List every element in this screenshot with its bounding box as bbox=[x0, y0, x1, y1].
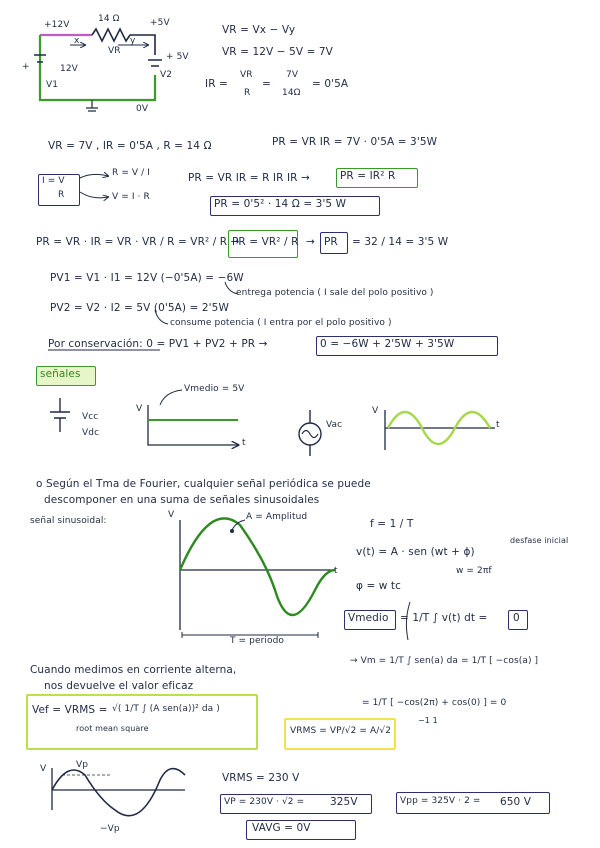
integral-line-2: = 1/T [ −cos(2π) + cos(0) ] = 0 bbox=[362, 698, 507, 708]
eq-ir-eq: = bbox=[262, 78, 271, 90]
pr-formula: PR = IR² R bbox=[340, 170, 396, 182]
ex-vpp-eq: Vpp = 325V · 2 = bbox=[400, 796, 481, 806]
node-12v-label: +12V bbox=[44, 20, 70, 30]
ac-axis-t: t bbox=[496, 420, 500, 430]
desfase-note: desfase inicial bbox=[510, 536, 569, 545]
amplitude-label: A = Amplitud bbox=[246, 512, 308, 522]
ohm-v: V = I · R bbox=[112, 192, 150, 202]
fourier-line-2: descomponer en una suma de señales sinusoidales bbox=[44, 494, 320, 506]
rms-note: root mean square bbox=[76, 724, 149, 733]
ohm-bot: R bbox=[58, 190, 65, 200]
signals-title: señales bbox=[40, 368, 81, 380]
pr-numeric: PR = 0'5² · 14 Ω = 3'5 W bbox=[214, 198, 347, 210]
fourier-line-1: o Según el Tma de Fourier, cualquier señal periódica se puede bbox=[36, 478, 371, 490]
eq-ir-num: VR bbox=[240, 70, 253, 80]
ac-axis-v: V bbox=[372, 406, 379, 416]
v12-label: 12V bbox=[60, 64, 78, 74]
v2-label: V2 bbox=[160, 70, 173, 80]
sine-axis-t: t bbox=[334, 566, 338, 576]
ov-label: 0V bbox=[136, 104, 149, 114]
dc-axis-t: t bbox=[242, 438, 246, 448]
vt-eq: v(t) = A · sen (wt + ϕ) bbox=[356, 546, 475, 558]
vmedio-label-2: Vmedio bbox=[348, 612, 389, 624]
plus-5v-label: + 5V bbox=[166, 52, 189, 62]
pr-derivation: PR = VR IR = R IR IR → bbox=[188, 172, 310, 184]
ex-vp-eq: VP = 230V · √2 = bbox=[224, 797, 305, 807]
rms-intro-1: Cuando medimos en corriente alterna, bbox=[30, 664, 237, 676]
eq-ir-num2: 7V bbox=[286, 70, 299, 80]
ex-vpp-result: 650 V bbox=[500, 796, 532, 808]
vr-label: VR bbox=[108, 46, 121, 56]
node-5v-label: +5V bbox=[150, 18, 170, 28]
node-y: y bbox=[130, 36, 136, 46]
ex-vp-result: 325V bbox=[330, 796, 358, 808]
pv1-eq: PV1 = V1 · I1 = 12V (−0'5A) = −6W bbox=[50, 272, 244, 284]
eq-ir-den2: 14Ω bbox=[282, 88, 301, 98]
vrms-eq: VRMS = VP/√2 = A/√2 bbox=[290, 726, 392, 736]
vmedio-label: Vmedio = 5V bbox=[184, 384, 245, 394]
phi-eq: φ = w tc bbox=[356, 580, 402, 592]
sine-axis-v: V bbox=[168, 510, 175, 520]
pv2-eq: PV2 = V2 · I2 = 5V (0'5A) = 2'5W bbox=[50, 302, 229, 314]
pr-label-2: PR bbox=[324, 236, 338, 248]
vac-label: Vac bbox=[326, 420, 343, 430]
pr-derivation-2: PR = VR · IR = VR · VR / R = VR² / R → bbox=[36, 236, 240, 248]
given-values: VR = 7V , IR = 0'5A , R = 14 Ω bbox=[48, 140, 212, 152]
period-label: T = periodo bbox=[230, 636, 285, 646]
eq-vr-value: VR = 12V − 5V = 7V bbox=[222, 46, 333, 58]
eq-vr-diff: VR = Vx − Vy bbox=[222, 24, 296, 36]
rms-intro-2: nos devuelve el valor eficaz bbox=[44, 680, 194, 692]
ohm-r: R = V / I bbox=[112, 168, 150, 178]
pv2-note: consume potencia ( I entra por el polo positivo ) bbox=[170, 318, 392, 328]
vef-formula: √( 1/T ∫ (A sen(a))² da ) bbox=[112, 704, 220, 714]
pr-arrow: → bbox=[306, 236, 315, 248]
zero-value: 0 bbox=[513, 612, 520, 624]
w-eq: w = 2πf bbox=[456, 566, 492, 576]
vef-box bbox=[26, 694, 258, 750]
pr-result-2: = 32 / 14 = 3'5 W bbox=[352, 236, 449, 248]
pr-vr2: PR = VR² / R bbox=[232, 236, 299, 248]
sine-label: señal sinusoidal: bbox=[30, 516, 107, 526]
conservation-eq: Por conservación: 0 = PV1 + PV2 + PR → bbox=[48, 338, 268, 350]
eq-ir-result: = 0'5A bbox=[312, 78, 349, 90]
ex-vavg: VAVG = 0V bbox=[252, 822, 311, 834]
vdc-label: Vdc bbox=[82, 428, 100, 438]
dc-axis-v: V bbox=[136, 404, 143, 414]
integral-line-3: −1 1 bbox=[418, 716, 438, 725]
eq-ir-left: IR = bbox=[205, 78, 228, 90]
eq-ir-den: R bbox=[244, 88, 251, 98]
integral-line-1: → Vm = 1/T ∫ sen(a) da = 1/T [ −cos(a) ] bbox=[350, 656, 539, 666]
resistor-label: 14 Ω bbox=[98, 14, 120, 24]
freq-eq: f = 1 / T bbox=[370, 518, 414, 530]
ohm-top: I = V bbox=[42, 176, 65, 186]
vcc-label: Vcc bbox=[82, 412, 99, 422]
vmedio-eq: = 1/T ∫ v(t) dt = bbox=[400, 612, 488, 624]
node-x: x bbox=[74, 36, 80, 46]
pr-calc: PR = VR IR = 7V · 0'5A = 3'5W bbox=[272, 136, 438, 148]
ex-vrms: VRMS = 230 V bbox=[222, 772, 300, 784]
conservation-result: 0 = −6W + 2'5W + 3'5W bbox=[320, 338, 455, 350]
vef-label: Vef = VRMS = bbox=[32, 704, 108, 716]
plus-sign: + bbox=[22, 62, 30, 72]
ex-vp: Vp bbox=[76, 760, 89, 770]
pv1-note: entrega potencia ( I sale del polo positivo ) bbox=[236, 288, 434, 298]
ex-mvp: −Vp bbox=[100, 824, 120, 834]
ex-axis-v: V bbox=[40, 764, 47, 774]
v1-label: V1 bbox=[46, 80, 59, 90]
